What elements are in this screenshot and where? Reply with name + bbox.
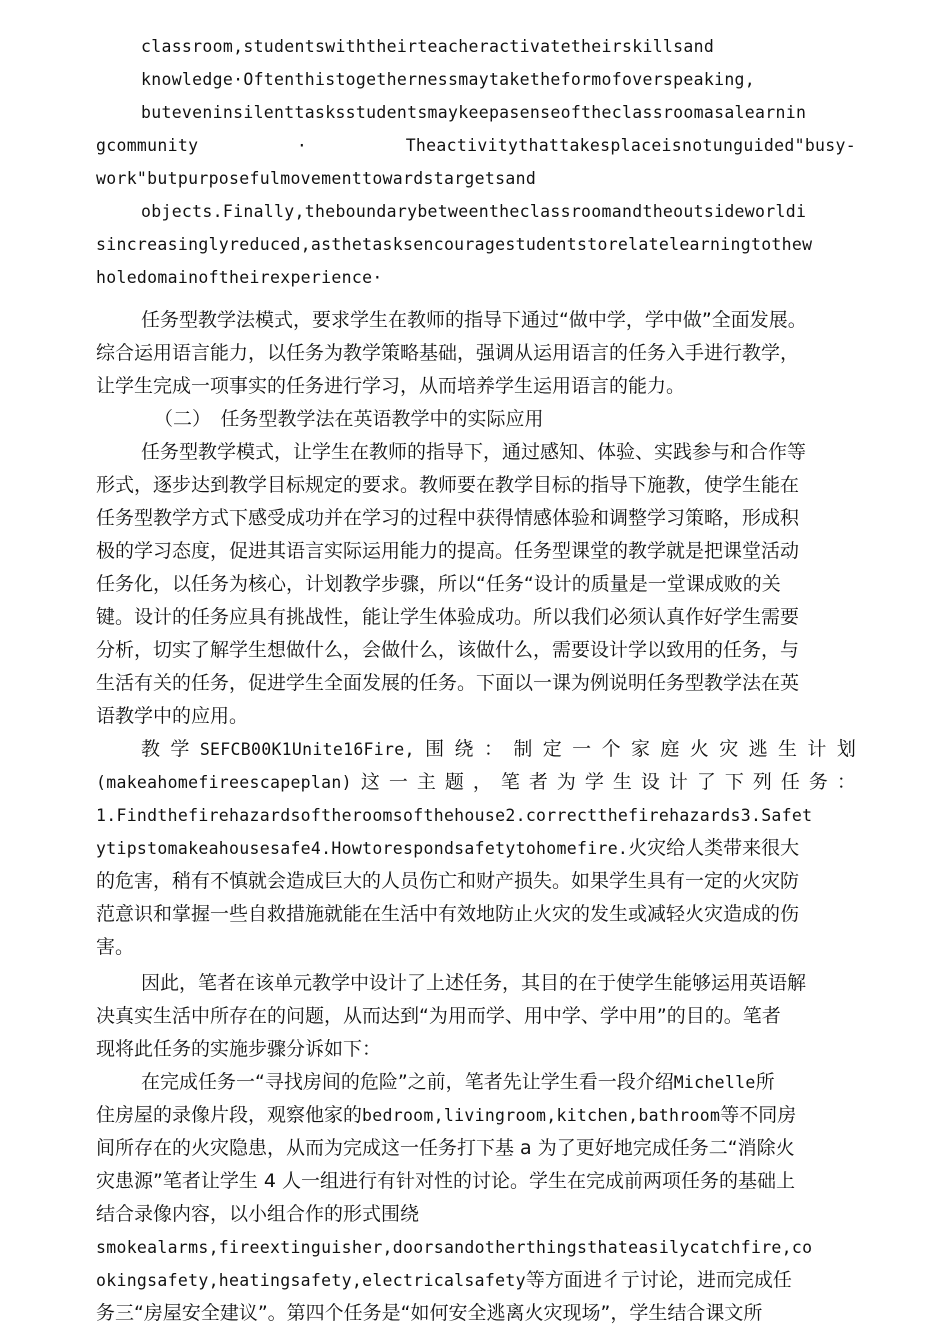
paragraph-line: 极的学习态度，促进其语言实际运用能力的提高。任务型课堂的教学就是把课堂活动 — [96, 540, 800, 562]
english-line: classroom,studentswiththeirteacheractivatetheirskillsand — [141, 37, 715, 56]
paragraph-line: 灾患源”笔者让学生 4 人一组进行有针对性的讨论。学生在完成前两项任务的基础上 — [96, 1170, 796, 1192]
english-line-justified — [96, 129, 856, 162]
word: ： — [836, 771, 856, 793]
word: 这 — [360, 771, 380, 793]
chinese-phrase: 火灾给人类带来很大 — [628, 837, 800, 859]
paragraph-line: 生活有关的任务，促进学生全面发展的任务。下面以一课为例说明任务型教学法在英 — [96, 672, 800, 694]
english-phrase: (makeahomefireescapeplan) — [96, 773, 352, 792]
word: 灾 — [719, 738, 739, 760]
word: 学 — [584, 771, 604, 793]
english-quote-block — [96, 30, 856, 294]
chinese-phrase: 等不同房 — [720, 1104, 797, 1126]
paragraph-line: 决真实生活中所存在的问题，从而达到“为用而学、用中学、学中用”的目的。笔者 — [96, 1005, 781, 1027]
word: 任 — [780, 771, 800, 793]
word: 划 — [836, 738, 856, 760]
word: 下 — [724, 771, 744, 793]
word: 计 — [807, 738, 827, 760]
word: 制 — [513, 738, 533, 760]
paragraph-line: 范意识和掌握一些自救措施就能在生活中有效地防止火灾的发生或减轻火灾造成的伤 — [96, 903, 800, 925]
word: 计 — [668, 771, 688, 793]
paragraph-application — [96, 436, 856, 733]
word: 生 — [778, 738, 798, 760]
paragraph-line-justified — [96, 733, 856, 766]
word: 家 — [630, 738, 650, 760]
word: 笔 — [500, 771, 520, 793]
paragraph-line: 任务型教学法模式，要求学生在教师的指导下通过“做中学，学中做”全面发展。 — [141, 309, 807, 331]
chinese-phrase: 等方面进彳亍讨论，进而完成任 — [525, 1269, 792, 1291]
paragraph-line: 键。设计的任务应具有挑战性，能让学生体验成功。所以我们必须认真作好学生需要 — [96, 606, 800, 628]
word: 绕 — [454, 738, 474, 760]
english-line: smokealarms,fireextinguisher,doorsandotherthingsthateasilycatchfire,co — [96, 1238, 813, 1257]
word: ： — [483, 738, 503, 760]
paragraph-line: 让学生完成一项事实的任务进行学习，从而培养学生运用语言的能力。 — [96, 375, 686, 397]
word: 为 — [556, 771, 576, 793]
paragraph-line: 害。 — [96, 936, 135, 958]
paragraph-line-mixed — [96, 1264, 856, 1297]
paragraph-line: 分析，切实了解学生想做什么，会做什么，该做什么，需要设计学以致用的任务，与 — [96, 639, 800, 661]
paragraph-line: 任务型教学模式，让学生在教师的指导下，通过感知、体验、实践参与和合作等 — [141, 441, 807, 463]
paragraph-line: 结合录像内容，以小组合作的形式围绕 — [96, 1203, 420, 1225]
paragraph-line: 现将此任务的实施步骤分诉如下： — [96, 1038, 382, 1060]
word: 一 — [572, 738, 592, 760]
english-fragment: Theactivitythattakesplaceisnotunguided"busy- — [405, 136, 856, 155]
english-phrase: ytipstomakeahousesafe4.Howtorespondsafetytohomefire. — [96, 839, 629, 858]
paragraph-line-mixed — [96, 832, 856, 865]
word: 设 — [640, 771, 660, 793]
word: 庭 — [660, 738, 680, 760]
word: 生 — [612, 771, 632, 793]
word: 火 — [689, 738, 709, 760]
paragraph-line: 的危害，稍有不慎就会造成巨大的人员伤亡和财产损失。如果学生具有一定的火灾防 — [96, 870, 800, 892]
paragraph-implementation — [96, 1066, 856, 1330]
paragraph-line-mixed — [96, 1099, 856, 1132]
chinese-phrase: 在完成任务一“寻找房间的危险”之前，笔者先让学生看一段介绍 — [141, 1071, 674, 1093]
paragraph-purpose — [96, 967, 856, 1066]
paragraph-line: 语教学中的应用。 — [96, 705, 249, 727]
paragraph-line: 务三“房屋安全建议”。第四个任务是“如何安全逃离火灾现场”，学生结合课文所 — [96, 1302, 763, 1324]
paragraph-line: 形式，逐步达到教学目标规定的要求。教师要在教学目标的指导下施教，使学生能在 — [96, 474, 800, 496]
word: 教 — [141, 738, 161, 760]
english-line: buteveninsilenttasksstudentsmaykeepasenseoftheclassroomasalearnin — [141, 103, 807, 122]
word: ， — [472, 771, 492, 793]
word: 学 — [170, 738, 190, 760]
paragraph-line: 任务型教学方式下感受成功并在学习的过程中获得情感体验和调整学习策略，形成积 — [96, 507, 800, 529]
english-line: work"butpurposefulmovementtowardstargetsand — [96, 169, 537, 188]
paragraph-fire-lesson — [96, 733, 856, 964]
word: 个 — [601, 738, 621, 760]
section-heading: （二） 任务型教学法在英语教学中的实际应用 — [154, 408, 544, 430]
chinese-phrase: 所 — [755, 1071, 775, 1093]
word: 围 — [425, 738, 445, 760]
english-phrase: bedroom,livingroom,kitchen,bathroom — [362, 1106, 721, 1125]
word: 者 — [528, 771, 548, 793]
paragraph-line: 间所存在的火灾隐患，从而为完成这一任务打下基 a 为了更好地完成任务二“消除火 — [96, 1137, 795, 1159]
paragraph-line-mixed — [96, 1066, 856, 1099]
english-line: sincreasinglyreduced,asthetasksencouragestudentstorelatelearningtothew — [96, 235, 813, 254]
middle-dot: · — [296, 136, 308, 155]
chinese-phrase: 住房屋的录像片段，观察他家的 — [96, 1104, 363, 1126]
document-page — [96, 30, 856, 1330]
english-line: 1.Findthefirehazardsoftheroomsofthehouse2.correctthefirehazards3.Safet — [96, 806, 813, 825]
word: 主 — [416, 771, 436, 793]
word: 了 — [696, 771, 716, 793]
english-line: holedomainoftheirexperience· — [96, 268, 383, 287]
paragraph-line: 任务化，以任务为核心，计划教学步骤，所以“任务“设计的质量是一堂课成败的关 — [96, 573, 781, 595]
course-code: SEFCB00K1Unite16Fire, — [199, 740, 415, 759]
paragraph-line: 因此，笔者在该单元教学中设计了上述任务，其目的在于使学生能够运用英语解 — [141, 972, 807, 994]
word: 定 — [542, 738, 562, 760]
paragraph-task-based-mode — [96, 304, 856, 403]
english-fragment: gcommunity — [96, 136, 199, 155]
paragraph-line-justified — [96, 766, 856, 799]
word: 一 — [388, 771, 408, 793]
english-line: objects.Finally,theboundarybetweentheclassroomandtheoutsideworldi — [141, 202, 807, 221]
english-name: Michelle — [673, 1073, 756, 1092]
word: 务 — [808, 771, 828, 793]
paragraph-line: 综合运用语言能力，以任务为教学策略基础，强调从运用语言的任务入手进行教学， — [96, 342, 800, 364]
word: 列 — [752, 771, 772, 793]
english-phrase: okingsafety,heatingsafety,electricalsafety — [96, 1271, 526, 1290]
english-line: knowledge·Oftenthistogethernessmaytaketheformofoverspeaking, — [141, 70, 756, 89]
word: 逃 — [748, 738, 768, 760]
word: 题 — [444, 771, 464, 793]
